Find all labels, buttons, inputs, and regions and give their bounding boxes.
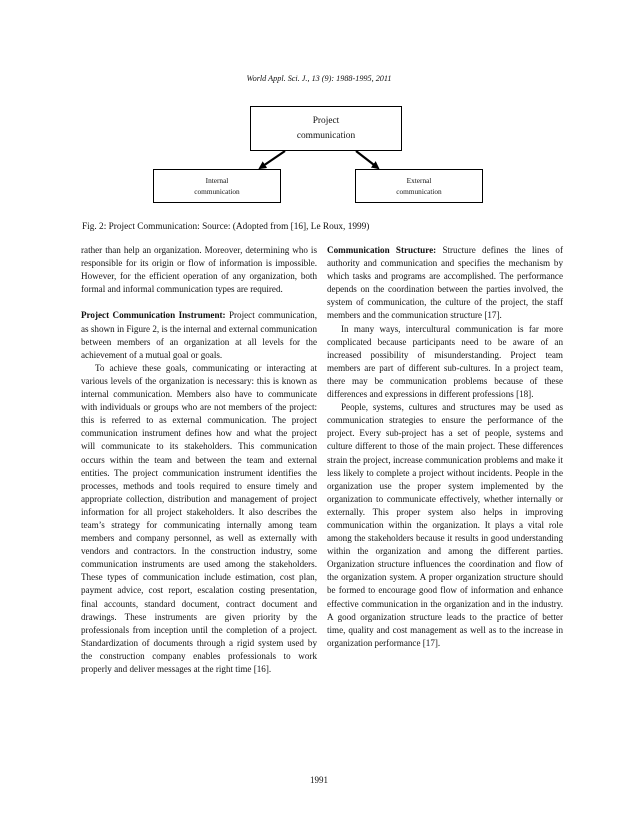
paragraph (81, 309, 317, 361)
section-heading: Communication Structure: (327, 245, 437, 255)
section-heading: Project Communication Instrument: (81, 310, 226, 321)
figure-caption: Fig. 2: Project Communication: Source: (Adopted from [16], Le Roux, 1999) (82, 222, 370, 232)
page-number: 1991 (310, 775, 328, 785)
arrow-to-external (356, 151, 378, 168)
paragraph-text: Project communication, as shown in Figure 2, is the internal and external communication between members of an organization at all levels for the achievement of a mutual goal or goals. (81, 310, 317, 360)
running-header: World Appl. Sci. J., 13 (9): 1988-1995, 2011 (246, 74, 392, 83)
paragraph: To achieve these goals, communicating or interacting at various levels of the organization is necessary: this is known as internal communication. Members also have to communicate with individuals or groups who are not members of the project: this is referred to as external communication. The project communication instrument defines how and what the project will communicate to its stakeholders. This communication occurs within the team and between the team and external entities. The project communication instrument identifies the processes, methods and tools required to ensure timely and appropriate collection, distribution and management of project information for all project stakeholders. It also describes the team’s strategy for communicating internally among team members and company personnel, as well as externally with vendors and contractors. In the construction industry, some communication instruments are used among the stakeholders. These types of communication include estimation, cost plan, payment advice, cost report, escalation costing presentation, final accounts, standard document, contract document and drawings. These instruments are given priority by the professionals from inception until the completion of a project. Standardization of documents through a rigid system used by the construction company enables professionals to work properly and deliver messages at the right time [16]. (81, 362, 317, 674)
paragraph: rather than help an organization. Moreover, determining who is responsible for its origin or flow of information is impossible. However, for the efficient operation of any organization, both formal and informal communication types are required. (81, 245, 317, 295)
paragraph-text: Structure defines the lines of authority and communication and specifies the mechanism by which tasks and programs are accomplished. The performance depends on the coordination between the parties involved, the system of communication, the culture of the project, the staff members and the communication structure [17]. (327, 245, 563, 321)
arrow-to-internal (260, 151, 285, 168)
paragraph (327, 244, 563, 323)
node-label-line1: Internal (205, 176, 229, 185)
figure-2-diagram (0, 0, 638, 215)
paragraph: In many ways, intercultural communication is far more complicated because participants need to be aware of an increased possibility of misunderstanding. Project team members are part of different sub-cultures. In a project team, there may be communication problems because of these differences and expressions in different professions [18]. (327, 323, 563, 400)
node-label-line1: Project (312, 115, 340, 126)
project-communication-node (250, 106, 402, 151)
internal-communication-node (153, 169, 281, 203)
node-label-line2: communication (296, 130, 356, 141)
paragraph: People, systems, cultures and structures may be used as communication strategies to ensure the performance of the project. Every sub-project has a set of people, systems and culture different to those of the main project. These differences strain the project, increase communication problems and make it less likely to complete a project without incidents. People in the organization use the proper system implemented by the organization to communicate effectively, whether internally or externally. This proper system also helps in improving communication within the organization. It plays a vital role among the stakeholders because it results in good understanding within the organization and among the different parties. Organization structure influences the coordination and flow of the organization system. A proper organization structure should be formed to encourage good flow of information and enhance effective communication in the organization and in the industry. A good organization structure leads to the practice of better time, quality and cost management as well as to the increase in organization performance [17]. (327, 402, 563, 648)
node-label-line2: communication (194, 187, 240, 196)
left-column (81, 244, 317, 676)
node-label-line1: External (406, 176, 432, 185)
node-label-line2: communication (396, 187, 442, 196)
right-column (327, 244, 563, 650)
external-communication-node (355, 169, 483, 203)
